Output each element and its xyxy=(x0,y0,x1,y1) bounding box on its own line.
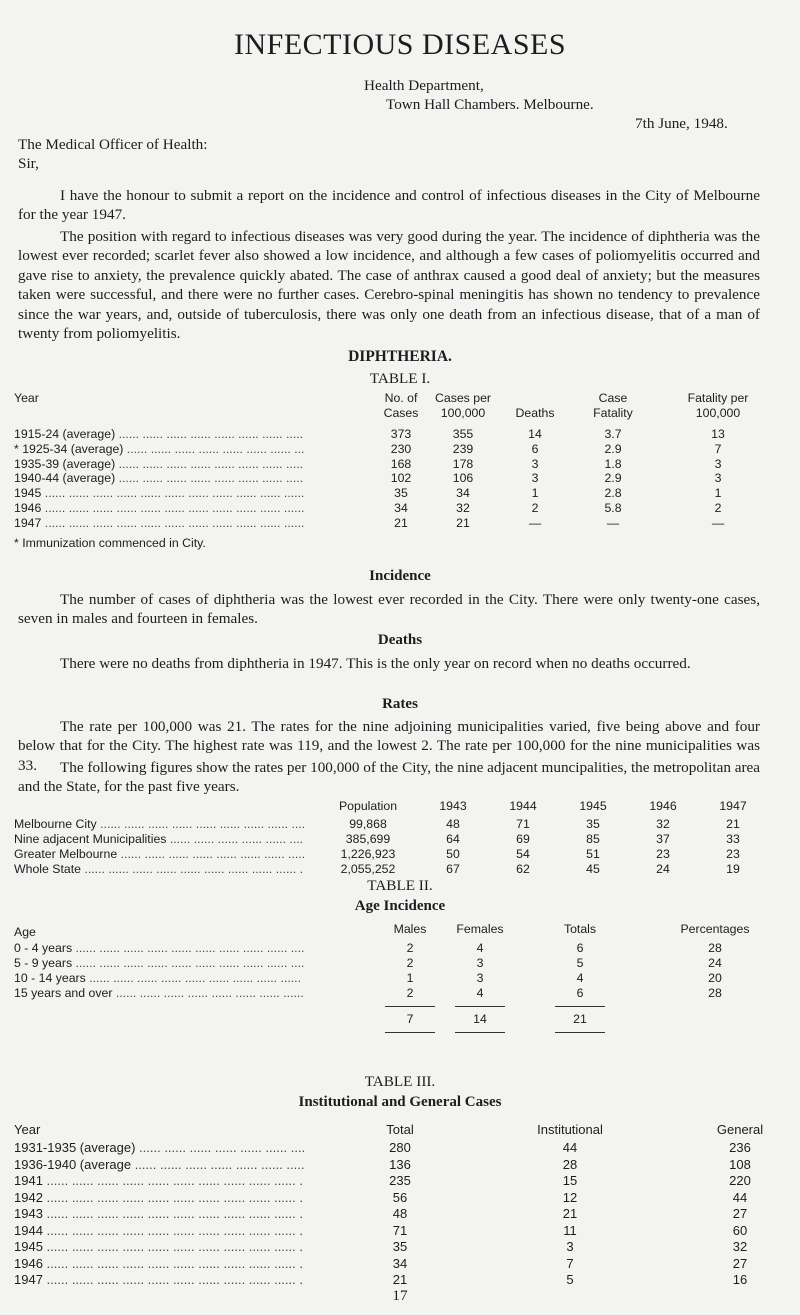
table-1-cell-cf: 5.8 xyxy=(604,501,622,515)
table-3-cell-general: 44 xyxy=(732,1189,748,1205)
rates-cell: 67 xyxy=(446,862,460,876)
table-1-cell-fat: 3 xyxy=(714,471,722,486)
table-2-cell-males: 1 xyxy=(406,971,414,985)
table-3-cell-inst: 21 xyxy=(562,1206,578,1221)
t3-header-institutional: Institutional xyxy=(537,1122,603,1137)
table-2-cell-males: 2 xyxy=(406,986,414,1000)
salutation: Sir, xyxy=(18,155,39,172)
table-3-year-text: 1946 ..... xyxy=(14,1256,304,1271)
t2-bottom-rule-males xyxy=(385,1032,435,1033)
table-1-cell-cf: 2.9 xyxy=(604,441,622,456)
table-2-cell-pct: 28 xyxy=(708,986,722,1000)
table-3-cell-inst: 7 xyxy=(566,1255,574,1271)
rates-paragraph-2: The following figures show the rates per 100,000 of the City, the nine adjacent muncipalities, the metropolitan area and the State, for the past five years. xyxy=(18,759,760,796)
age-group-text: 10 - 14 years ..... xyxy=(14,971,304,985)
table-3-row-label xyxy=(14,1173,304,1188)
table-3-row-label xyxy=(14,1256,304,1271)
table-3-subtitle: Institutional and General Cases xyxy=(298,1094,502,1110)
table-2-row-label xyxy=(14,986,304,1000)
rates-cell: 48 xyxy=(446,817,460,831)
table-2-row-label xyxy=(14,941,304,955)
table-1-cell-rate: 355 xyxy=(452,427,474,441)
rates-col-header: 1946 xyxy=(649,799,677,813)
t2-total-females: 14 xyxy=(473,1012,487,1026)
table-3-cell-inst: 12 xyxy=(562,1189,578,1205)
table-1-cell-rate: 34 xyxy=(456,486,470,501)
rates-paragraph-1: The rate per 100,000 was 21. The rates for the nine adjoining municipalities varied, five being above and four below that for the City. The highest rate was 119, and the lowest 2. The rate per 100,000 for the nine municipalities was 33. xyxy=(18,718,760,774)
table-2-row-label xyxy=(14,956,304,970)
address-line-2: Town Hall Chambers. Melbourne. xyxy=(386,96,594,113)
table-3-year-text: 1947 ..... xyxy=(14,1272,304,1287)
col-header-case-fatality-1: Case xyxy=(598,391,628,405)
rates-cell: 85 xyxy=(586,832,600,846)
rates-cell: 21 xyxy=(726,817,740,831)
table-2-cell-totals: 4 xyxy=(576,971,584,985)
table-1-cell-deaths: 14 xyxy=(528,427,542,441)
table-2-cell-males: 2 xyxy=(406,941,414,955)
table-1-cell-cases: 102 xyxy=(390,471,412,486)
rates-cell: 23 xyxy=(726,847,740,861)
rates-heading: Rates xyxy=(382,696,418,712)
col-header-cases-1: No. of xyxy=(384,391,418,405)
table-1-cell-fat: 1 xyxy=(714,486,722,501)
table-3-row-label xyxy=(14,1223,304,1238)
rates-cell: 1,226,923 xyxy=(340,847,396,861)
table-1-cell-cf: 3.7 xyxy=(604,427,622,441)
age-group-text: 5 - 9 years ..... xyxy=(14,956,304,970)
col-header-fatality-1: Fatality per xyxy=(687,391,749,405)
table-2-cell-females: 4 xyxy=(476,941,484,955)
t2-bottom-rule-totals xyxy=(555,1032,605,1033)
table-2-cell-females: 4 xyxy=(476,986,484,1000)
row-year-text: 1946 ..... xyxy=(14,501,304,515)
table-1-cell-fat: — xyxy=(711,515,725,530)
table-3-cell-general: 60 xyxy=(732,1222,748,1238)
row-year-text: 1935-39 (average) ..... xyxy=(14,457,304,471)
table-1-cell-rate: 239 xyxy=(452,441,474,456)
address-line-1: Health Department, xyxy=(364,77,484,94)
table-1-row-label xyxy=(14,442,304,456)
table-1-cell-fat: 3 xyxy=(714,456,722,471)
table-1-row-label xyxy=(14,516,304,530)
t2-header-females: Females xyxy=(456,922,504,936)
t2-sum-rule-females xyxy=(455,1006,505,1007)
t3-header-year: Year xyxy=(14,1122,41,1137)
table-3-row-label xyxy=(14,1239,304,1254)
table-1-cell-cases: 230 xyxy=(390,441,412,456)
rates-col-header: 1944 xyxy=(509,799,537,813)
table-3-row-label xyxy=(14,1157,304,1172)
table-3-cell-general: 27 xyxy=(732,1206,748,1221)
t2-bottom-rule-females xyxy=(455,1032,505,1033)
table-1-cell-cf: 1.8 xyxy=(604,456,622,471)
table-3-cell-total: 136 xyxy=(389,1156,411,1172)
table-2-cell-totals: 6 xyxy=(576,986,584,1000)
row-year-text: 1940-44 (average) ..... xyxy=(14,471,304,485)
table-3-cell-total: 21 xyxy=(392,1272,408,1287)
page-number: 17 xyxy=(392,1287,408,1304)
col-header-year: Year xyxy=(14,391,39,405)
t2-sum-rule-males xyxy=(385,1006,435,1007)
table-2-cell-males: 2 xyxy=(406,956,414,970)
table-3-cell-total: 235 xyxy=(389,1173,411,1188)
rates-col-header: Population xyxy=(338,799,398,813)
rates-cell: 37 xyxy=(656,832,670,846)
table-3-cell-total: 280 xyxy=(389,1140,411,1155)
table-3-year-text: 1945 ..... xyxy=(14,1239,304,1254)
rates-cell: 62 xyxy=(516,862,530,876)
rates-row-label xyxy=(14,832,304,846)
table-3-cell-general: 27 xyxy=(732,1255,748,1271)
table-1-cell-cases: 35 xyxy=(394,486,408,501)
deaths-text: There were no deaths from diphtheria in 1947. This is the only year on record when no deaths occurred. xyxy=(60,655,691,672)
row-year-text: 1945 ..... xyxy=(14,486,304,500)
table-1-row-label xyxy=(14,457,304,471)
rates-cell: 45 xyxy=(586,862,600,876)
rates-cell: 51 xyxy=(586,847,600,861)
table-1-row-label xyxy=(14,501,304,515)
report-date: 7th June, 1948. xyxy=(635,115,728,132)
rates-cell: 24 xyxy=(656,862,670,876)
table-3-cell-inst: 15 xyxy=(562,1173,578,1188)
rates-row-name: Melbourne City ..... xyxy=(14,817,304,831)
rates-cell: 19 xyxy=(726,862,740,876)
table-3-year-text: 1931-1935 (average) ..... xyxy=(14,1140,304,1155)
table-3-cell-inst: 3 xyxy=(566,1239,574,1254)
rates-row-name: Whole State ..... xyxy=(14,862,304,876)
deaths-heading: Deaths xyxy=(377,632,423,648)
rates-row-label xyxy=(14,862,304,876)
page-title: INFECTIOUS DISEASES xyxy=(233,28,567,61)
table-1-cell-rate: 32 xyxy=(456,501,470,515)
col-header-case-fatality-2: Fatality xyxy=(593,406,633,420)
rates-cell: 54 xyxy=(516,847,530,861)
table-3-year-text: 1942 ..... xyxy=(14,1190,304,1205)
incidence-text: The number of cases of diphtheria was the lowest ever recorded in the City. There were only twenty-one cases, seven in males and fourteen in females. xyxy=(18,591,760,628)
table-3-row-label xyxy=(14,1206,304,1221)
intro-paragraph-1: I have the honour to submit a report on the incidence and control of infectious diseases in the City of Melbourne for the year 1947. xyxy=(18,187,760,224)
col-header-rate-2: 100,000 xyxy=(440,406,486,420)
row-year-text: * 1925-34 (average) ..... xyxy=(14,442,304,456)
table-3-year-text: 1944 ..... xyxy=(14,1223,304,1238)
table-2-cell-totals: 5 xyxy=(576,956,584,970)
addressee: The Medical Officer of Health: xyxy=(18,136,208,153)
table-1-title: TABLE I. xyxy=(369,370,431,387)
rates-cell: 64 xyxy=(446,832,460,846)
rates-cell: 69 xyxy=(516,832,530,846)
rates-cell: 71 xyxy=(516,817,530,831)
table-1-cell-cf: 2.8 xyxy=(604,486,622,501)
col-header-deaths: Deaths xyxy=(515,406,555,420)
table-1-row-label xyxy=(14,471,304,485)
table-1-cell-cases: 168 xyxy=(390,456,412,471)
rates-cell: 2,055,252 xyxy=(340,862,396,876)
table-1-row-label xyxy=(14,486,304,500)
t2-header-males: Males xyxy=(393,922,427,936)
rates-cell: 33 xyxy=(726,832,740,846)
rates-cell: 50 xyxy=(446,847,460,861)
table-2-row-label xyxy=(14,971,304,985)
age-group-text: 0 - 4 years ..... xyxy=(14,941,304,955)
table-3-cell-general: 220 xyxy=(729,1173,751,1188)
table-1-cell-cases: 373 xyxy=(390,427,412,441)
t3-header-total: Total xyxy=(386,1122,414,1137)
t2-total-males: 7 xyxy=(406,1012,414,1026)
table-3-cell-general: 16 xyxy=(732,1272,748,1287)
t2-sum-rule-totals xyxy=(555,1006,605,1007)
table-3-cell-inst: 44 xyxy=(562,1140,578,1155)
rates-cell: 385,699 xyxy=(345,832,391,846)
table-1-cell-fat: 2 xyxy=(714,501,722,515)
table-2-cell-females: 3 xyxy=(476,971,484,985)
table-3-year-text: 1936-1940 (average ..... xyxy=(14,1157,304,1172)
table-1-cell-rate: 21 xyxy=(456,515,470,530)
table-1-cell-cases: 21 xyxy=(394,515,408,530)
table-2-subtitle: Age Incidence xyxy=(354,898,446,914)
table-2-cell-pct: 24 xyxy=(708,956,722,970)
t2-total-totals: 21 xyxy=(573,1012,587,1026)
table-1-cell-cf: — xyxy=(606,515,620,530)
rates-cell: 35 xyxy=(586,817,600,831)
table-3-year-text: 1941 ..... xyxy=(14,1173,304,1188)
intro-paragraph-2: The position with regard to infectious diseases was very good during the year. The incidence of diphtheria was the lowest ever recorded; scarlet fever also showed a low incidence, and although a few cases of poliomyelitis occurred and gave rise to anxiety, the prevalence quickly abated. The case of anthrax caused a good deal of anxiety; but the measures taken were successful, and there were no further cases. Cerebro-spinal meningitis has shown no tendency to prevalence since the war years, and, outside of tuberculosis, there was only one death from an infectious disease, that of a man of twenty from poliomyelitis. xyxy=(18,228,760,343)
table-3-cell-inst: 28 xyxy=(562,1156,578,1172)
rates-col-header: 1945 xyxy=(579,799,607,813)
table-1-cell-deaths: 3 xyxy=(531,471,539,486)
table-2-cell-totals: 6 xyxy=(576,941,584,955)
table-3-cell-total: 48 xyxy=(392,1206,408,1221)
table-1-row-label xyxy=(14,427,304,441)
table-1-cell-deaths: 6 xyxy=(531,441,539,456)
table-2-title: TABLE II. xyxy=(367,877,433,894)
table-3-row-label xyxy=(14,1140,304,1155)
rates-col-header: 1943 xyxy=(439,799,467,813)
table-1-cell-deaths: 2 xyxy=(531,501,539,515)
col-header-rate-1: Cases per xyxy=(434,391,492,405)
rates-col-header: 1947 xyxy=(719,799,747,813)
table-3-cell-inst: 5 xyxy=(566,1272,574,1287)
table-3-cell-inst: 11 xyxy=(563,1222,577,1238)
table-1-cell-cases: 34 xyxy=(394,501,408,515)
table-3-cell-general: 32 xyxy=(732,1239,748,1254)
table-1-footnote: * Immunization commenced in City. xyxy=(14,536,206,550)
table-1-cell-cf: 2.9 xyxy=(604,471,622,486)
table-1-cell-fat: 7 xyxy=(714,441,722,456)
table-3-cell-total: 56 xyxy=(392,1189,408,1205)
table-3-cell-total: 34 xyxy=(392,1255,408,1271)
table-1-cell-deaths: 1 xyxy=(531,486,539,501)
table-3-year-text: 1943 ..... xyxy=(14,1206,304,1221)
rates-cell: 32 xyxy=(656,817,670,831)
table-1-cell-deaths: 3 xyxy=(531,456,539,471)
rates-cell: 23 xyxy=(656,847,670,861)
table-1-cell-fat: 13 xyxy=(711,427,725,441)
diphtheria-heading: DIPHTHERIA. xyxy=(348,348,452,365)
table-3-cell-total: 71 xyxy=(392,1222,408,1238)
age-group-text: 15 years and over ..... xyxy=(14,986,304,1000)
rates-row-label xyxy=(14,817,304,831)
table-1-cell-rate: 106 xyxy=(452,471,474,486)
table-3-title: TABLE III. xyxy=(364,1073,436,1090)
table-3-cell-general: 236 xyxy=(729,1140,751,1155)
t2-header-totals: Totals xyxy=(563,922,597,936)
rates-row-name: Greater Melbourne ..... xyxy=(14,847,304,861)
incidence-heading: Incidence xyxy=(369,568,431,584)
table-3-cell-general: 108 xyxy=(729,1156,751,1172)
table-1-cell-rate: 178 xyxy=(452,456,474,471)
row-year-text: 1915-24 (average) ..... xyxy=(14,427,304,441)
rates-cell: 99,868 xyxy=(349,817,387,831)
col-header-fatality-2: 100,000 xyxy=(695,406,741,420)
table-2-cell-pct: 28 xyxy=(708,941,722,955)
t2-header-percentages: Percentages xyxy=(680,922,750,936)
table-3-row-label xyxy=(14,1272,304,1287)
t3-header-general: General xyxy=(716,1122,764,1137)
row-year-text: 1947 ..... xyxy=(14,516,304,530)
table-3-cell-total: 35 xyxy=(392,1239,408,1254)
table-3-row-label xyxy=(14,1190,304,1205)
table-1-cell-deaths: — xyxy=(528,515,542,530)
col-header-cases-2: Cases xyxy=(383,406,419,420)
rates-row-label xyxy=(14,847,304,861)
table-2-cell-pct: 20 xyxy=(708,971,722,985)
t2-header-age: Age xyxy=(14,925,36,939)
table-2-cell-females: 3 xyxy=(476,956,484,970)
rates-row-name: Nine adjacent Municipalities ..... xyxy=(14,832,304,846)
